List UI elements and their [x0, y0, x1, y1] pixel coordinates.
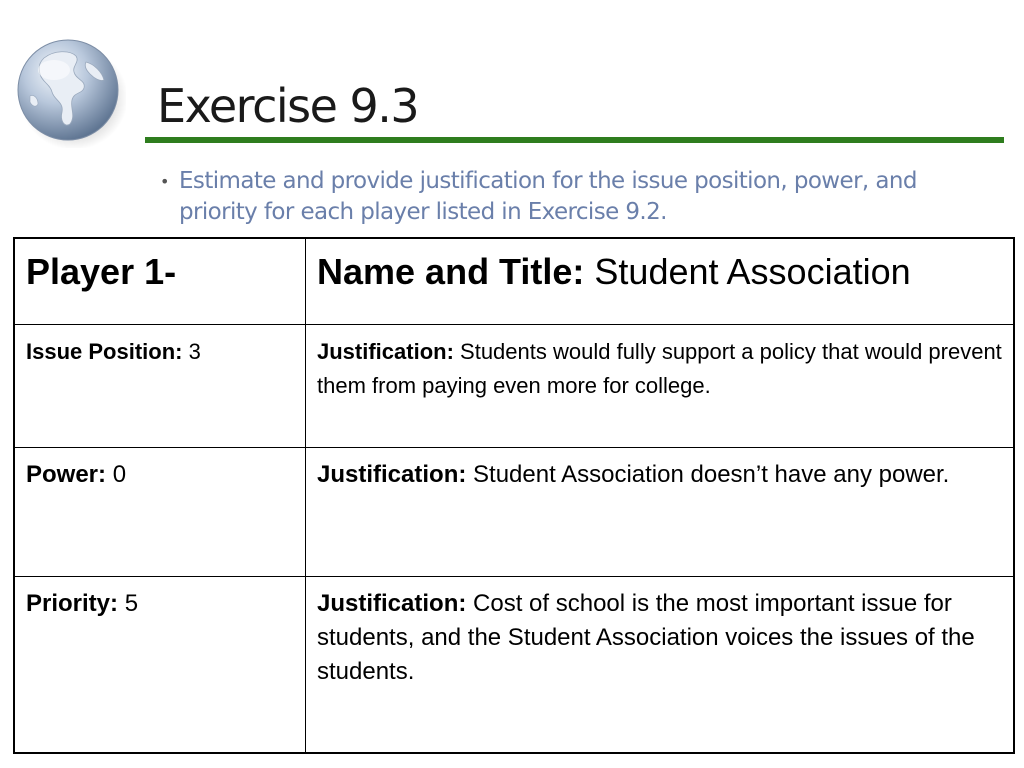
- priority-justification-cell: [306, 577, 1015, 754]
- issue-justification-text: Students would fully support a policy that would prevent them from paying even more for college.: [317, 339, 1002, 398]
- table-row: [14, 577, 1014, 754]
- player-label: Player 1-: [26, 251, 177, 292]
- issue-justification-cell: [306, 325, 1015, 448]
- bullet-dot-icon: •: [160, 172, 169, 191]
- table-row: [14, 448, 1014, 577]
- power-label: Power:: [26, 461, 107, 488]
- table-row: [14, 325, 1014, 448]
- priority-label: Priority:: [26, 590, 119, 617]
- issue-justification-label: Justification:: [317, 339, 454, 364]
- player-table: [13, 237, 1015, 754]
- table-header-row: [14, 238, 1014, 325]
- bullet-item: [160, 166, 1000, 228]
- name-title-cell: [306, 238, 1015, 325]
- priority-value: 5: [124, 590, 139, 617]
- name-title-label: Name and Title:: [317, 251, 585, 292]
- issue-position-label: Issue Position:: [26, 339, 183, 364]
- power-cell: [14, 448, 306, 577]
- power-justification-label: Justification:: [317, 461, 467, 488]
- power-justification-text: Student Association doesn’t have any power.: [473, 461, 950, 488]
- priority-justification-label: Justification:: [317, 590, 467, 617]
- title-divider: [145, 137, 1004, 143]
- slide-title: Exercise 9.3: [157, 79, 419, 133]
- power-value: 0: [112, 461, 127, 488]
- bullet-text: Estimate and provide justification for the issue position, power, and priority for each player listed in Exercise 9.2.: [179, 168, 917, 225]
- globe-icon: [14, 36, 126, 148]
- priority-justification-text: Cost of school is the most important issue for students, and the Student Association voices the issues of the students.: [317, 590, 975, 685]
- name-title-value: Student Association: [594, 251, 911, 292]
- priority-cell: [14, 577, 306, 754]
- issue-position-cell: [14, 325, 306, 448]
- power-justification-cell: [306, 448, 1015, 577]
- player-cell: [14, 238, 306, 325]
- issue-position-value: 3: [188, 339, 201, 364]
